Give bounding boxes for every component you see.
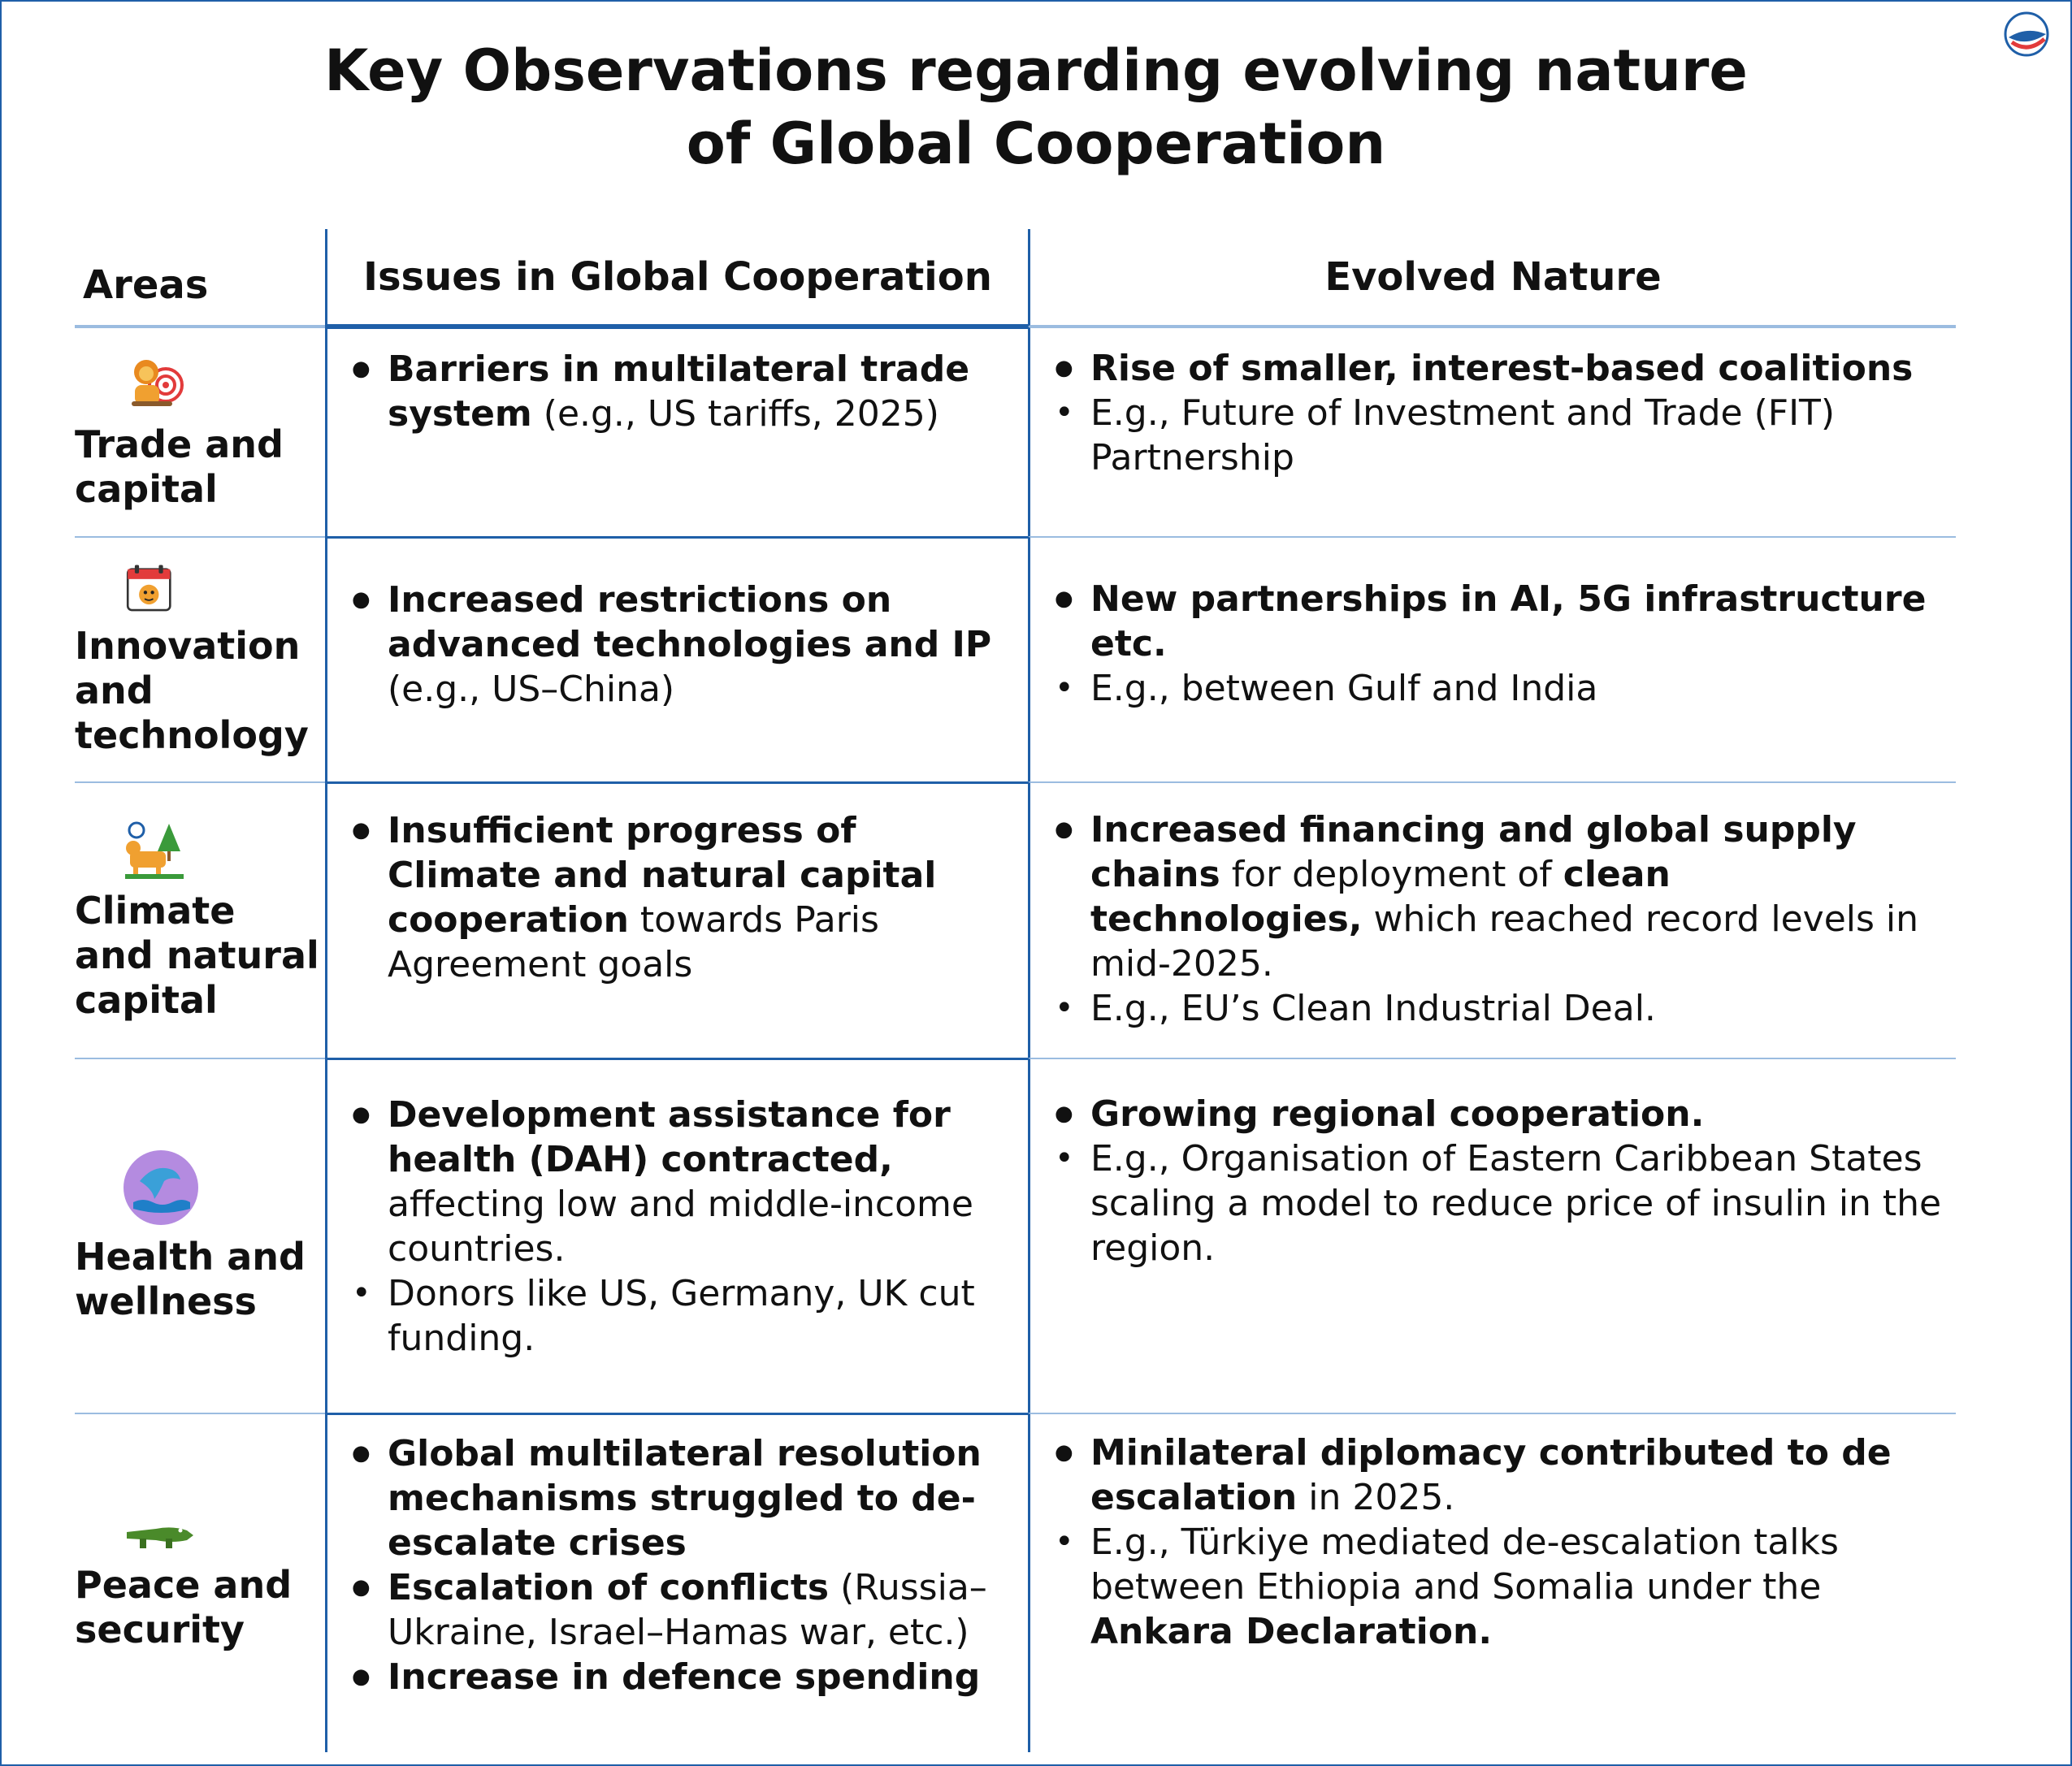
calendar-tiger-icon: [124, 562, 177, 616]
issues-cell-health: [325, 1058, 1028, 1413]
area-cell-peace: [75, 1413, 325, 1752]
area-cell-climate: [75, 781, 325, 1058]
list-item: ● Rise of smaller, interest-based coalitions: [1047, 346, 1948, 391]
list-item: ● New partnerships in AI, 5G infrastructure etc.: [1047, 577, 1948, 666]
issues-list: [344, 1093, 1012, 1361]
page-title: [2, 34, 2070, 180]
evolved-cell-climate: [1028, 781, 1956, 1058]
area-cell-health: [75, 1058, 325, 1413]
header-issues: Issues in Global Cooperation: [325, 229, 1028, 327]
title-line-2: of Global Cooperation: [686, 110, 1386, 177]
evolved-list: [1047, 1092, 1948, 1270]
list-item: • E.g., Future of Investment and Trade (FIT) Partnership: [1047, 391, 1948, 480]
issues-cell-peace: [325, 1413, 1028, 1752]
list-item: ● Insufficient progress of Climate and natural capital cooperation towards Paris Agreement goals: [344, 808, 1012, 987]
evolved-list: [1047, 577, 1948, 711]
list-item: ● Increased financing and global supply chains for deployment of clean technologies, which reached record levels in mid-2025.: [1047, 807, 1948, 986]
issues-list: [344, 347, 1012, 436]
evolved-cell-innovation: [1028, 536, 1956, 781]
evolved-list: [1047, 1431, 1948, 1654]
header-evolved: Evolved Nature: [1028, 229, 1956, 327]
list-item: ● Escalation of conflicts (Russia–Ukraine, Israel–Hamas war, etc.): [344, 1565, 1012, 1655]
evolved-cell-trade: [1028, 327, 1956, 536]
issues-cell-innovation: [325, 536, 1028, 781]
issues-cell-climate: [325, 781, 1028, 1058]
dolphin-icon: [122, 1149, 200, 1227]
area-label: Climate and natural capital: [75, 888, 319, 1022]
title-line-1: Key Observations regarding evolving nature: [324, 37, 1748, 104]
list-item: ● Increased restrictions on advanced technologies and IP (e.g., US–China): [344, 578, 1012, 712]
issues-cell-trade: [325, 327, 1028, 536]
issues-list: [344, 578, 1012, 712]
list-item: ● Minilateral diplomacy contributed to de escalation in 2025.: [1047, 1431, 1948, 1520]
header-areas: Areas: [75, 229, 325, 327]
issues-list: [344, 808, 1012, 987]
area-cell-trade: [75, 327, 325, 536]
area-label: Peace and security: [75, 1563, 293, 1651]
evolved-cell-health: [1028, 1058, 1956, 1413]
list-item: ● Barriers in multilateral trade system (e.g., US tariffs, 2025): [344, 347, 1012, 436]
list-item: ● Development assistance for health (DAH) contracted, affecting low and middle-income countries.: [344, 1093, 1012, 1271]
list-item: ● Growing regional cooperation.: [1047, 1092, 1948, 1136]
list-item: • Donors like US, Germany, UK cut funding.: [344, 1271, 1012, 1361]
issues-list: [344, 1431, 1012, 1699]
evolved-cell-peace: [1028, 1413, 1956, 1752]
list-item: • E.g., Organisation of Eastern Caribbean States scaling a model to reduce price of insulin in the region.: [1047, 1136, 1948, 1270]
observations-table: [75, 229, 1956, 1752]
area-label: Trade and capital: [75, 422, 284, 511]
tiger-forest-icon: [124, 819, 185, 881]
list-item: • E.g., Türkiye mediated de-escalation talks between Ethiopia and Somalia under the Ankara Declaration.: [1047, 1520, 1948, 1654]
area-label: Health and wellness: [75, 1234, 306, 1323]
crocodile-icon: [124, 1514, 197, 1555]
evolved-list: [1047, 807, 1948, 1031]
area-cell-innovation: [75, 536, 325, 781]
list-item: • E.g., between Gulf and India: [1047, 666, 1948, 711]
evolved-list: [1047, 346, 1948, 480]
lion-target-icon: [124, 353, 185, 414]
list-item: ● Increase in defence spending: [344, 1655, 1012, 1699]
area-label: Innovation and technology: [75, 623, 309, 757]
list-item: • E.g., EU’s Clean Industrial Deal.: [1047, 986, 1948, 1031]
list-item: ● Global multilateral resolution mechanisms struggled to de-escalate crises: [344, 1431, 1012, 1565]
